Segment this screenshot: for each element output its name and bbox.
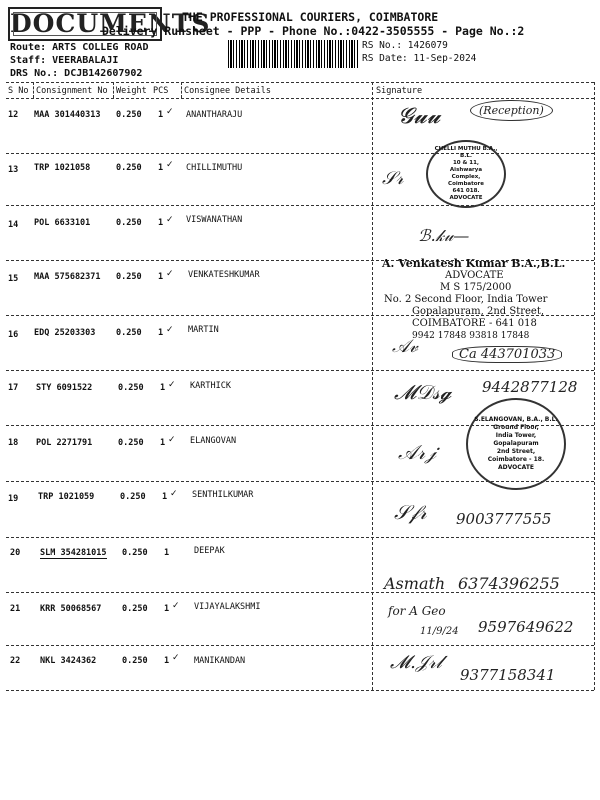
row-pcs: 1 <box>164 604 170 614</box>
row-separator <box>6 645 594 646</box>
row-consignment: POL 2271791 <box>36 438 93 448</box>
advocate-name: A. Venkatesh Kumar B.A.,B.L. <box>382 257 566 270</box>
row-consignee: VIJAYALAKSHMI <box>194 602 261 612</box>
header-bottom-line <box>6 98 594 99</box>
row-pcs: 1 <box>158 110 164 120</box>
drs-number: DRS No.: DCJB142607902 <box>10 68 143 79</box>
company-title: THE PROFESSIONAL COURIERS, COIMBATORE <box>182 10 439 24</box>
signature-scribble: 𝒮𝓇 <box>382 168 404 189</box>
handwritten-phone: 9003777555 <box>456 510 552 528</box>
col-header-sno: S No <box>8 86 29 96</box>
check-mark-icon: ✓ <box>166 160 174 170</box>
row-consignment: EDQ 25203303 <box>34 328 96 338</box>
row-pcs: 1 <box>158 272 164 282</box>
row-consignee: VISWANATHAN <box>186 215 243 225</box>
advocate-reg: M S 175/2000 <box>440 282 512 293</box>
row-sno: 12 <box>8 110 19 120</box>
row-pcs: 1 <box>158 218 164 228</box>
col-header-consignee: Consignee Details <box>184 86 271 96</box>
row-consignee: CHILLIMUTHU <box>186 163 243 173</box>
staff-label: Staff: VEERABALAJI <box>10 55 119 66</box>
row-separator <box>6 153 594 154</box>
signature-scribble: 𝓜.𝒥𝓇𝓁 <box>390 652 442 673</box>
advocate-seal: S.ELANGOVAN, B.A., B.L. Ground Floor, India Tower, Gopalapuram 2nd Street, Coimbatore - 18. ADVOCATE <box>466 398 566 490</box>
right-border <box>594 82 595 690</box>
row-sno: 21 <box>10 604 21 614</box>
row-consignment: POL 6633101 <box>34 218 91 228</box>
row-sno: 18 <box>8 438 19 448</box>
signature-scribble: 𝒮𝒻𝓇 <box>394 500 427 524</box>
handwritten-signature: Asmath <box>384 574 446 593</box>
signature-scribble: 𝓖𝓾𝓾 <box>398 104 441 129</box>
handwritten-signature: for A Geo <box>388 604 446 618</box>
check-mark-icon: ✓ <box>170 489 178 499</box>
row-pcs: 1 <box>164 548 170 558</box>
row-sno: 20 <box>10 548 21 558</box>
row-consignment: NKL 3424362 <box>40 656 97 666</box>
row-consignment: MAA 301440313 <box>34 110 101 120</box>
row-weight: 0.250 <box>118 383 144 393</box>
row-weight: 0.250 <box>122 548 148 558</box>
row-pcs: 1 <box>160 438 166 448</box>
reception-note: (Reception) <box>470 100 553 121</box>
check-mark-icon: ✓ <box>166 325 174 335</box>
header-top-line <box>6 82 594 83</box>
documents-logo: DOCUMENTS <box>8 7 162 41</box>
row-sno: 16 <box>8 330 19 340</box>
row-pcs: 1 <box>162 492 168 502</box>
advocate-address: No. 2 Second Floor, India Tower <box>384 294 548 305</box>
rs-number: RS No.: 1426079 <box>362 40 448 51</box>
handwritten-note: Ca 443701033 <box>452 346 562 363</box>
signature-scribble: 𝓜𝒟𝓈𝓰 <box>394 380 452 404</box>
row-consignee: SENTHILKUMAR <box>192 490 254 500</box>
row-consignee: KARTHICK <box>190 381 231 391</box>
handwritten-phone: 9377158341 <box>460 666 556 684</box>
advocate-seal: CHELLI MUTHU B.A., B.L. 10 & 11, Aishwarya Complex, Coimbatore 641 018. ADVOCATE <box>426 140 506 208</box>
row-consignment: STY 6091522 <box>36 383 93 393</box>
check-mark-icon: ✓ <box>166 269 174 279</box>
row-weight: 0.250 <box>116 272 142 282</box>
row-pcs: 1 <box>158 163 164 173</box>
check-mark-icon: ✓ <box>168 380 176 390</box>
advocate-role: ADVOCATE <box>445 270 504 281</box>
row-sno: 13 <box>8 165 19 175</box>
advocate-city: COIMBATORE - 641 018 <box>412 318 537 329</box>
row-consignment: KRR 50068567 <box>40 604 102 614</box>
row-consignee: VENKATESHKUMAR <box>188 270 260 280</box>
check-mark-icon: ✓ <box>172 653 180 663</box>
row-sno: 19 <box>8 494 19 504</box>
row-consignment: SLM 354281015 <box>40 548 107 558</box>
row-consignee: DEEPAK <box>194 546 225 556</box>
row-separator <box>6 370 594 371</box>
barcode <box>228 40 358 68</box>
row-sno: 22 <box>10 656 21 666</box>
col-divider <box>33 82 34 98</box>
advocate-phones: 9942 17848 93818 17848 <box>412 331 530 341</box>
check-mark-icon: ✓ <box>172 601 180 611</box>
col-header-weight: Weight <box>116 86 147 96</box>
runsheet-subtitle: Delivery Runsheet - PPP - Phone No.:0422-3505555 - Page No.:2 <box>102 24 525 38</box>
row-consignment: TRP 1021058 <box>34 163 91 173</box>
route-label: Route: ARTS COLLEG ROAD <box>10 42 149 53</box>
col-divider <box>113 82 114 98</box>
signature-scribble: 𝒜𝓇𝒿 <box>398 440 437 464</box>
col-header-pcs: PCS <box>153 86 169 96</box>
signature-scribble: ℬ.𝓀𝓊— <box>418 226 470 245</box>
row-pcs: 1 <box>164 656 170 666</box>
check-mark-icon: ✓ <box>166 215 174 225</box>
col-divider <box>181 82 182 98</box>
signature-divider <box>372 82 373 690</box>
row-consignee: ANANTHARAJU <box>186 110 243 120</box>
row-sno: 14 <box>8 220 19 230</box>
row-weight: 0.250 <box>120 492 146 502</box>
row-weight: 0.250 <box>122 656 148 666</box>
handwritten-phone: 9597649622 <box>478 618 574 636</box>
row-weight: 0.250 <box>116 218 142 228</box>
check-mark-icon: ✓ <box>168 435 176 445</box>
rs-date: RS Date: 11-Sep-2024 <box>362 53 477 64</box>
row-weight: 0.250 <box>116 163 142 173</box>
row-pcs: 1 <box>160 383 166 393</box>
row-consignee: MANIKANDAN <box>194 656 246 666</box>
col-header-signature: Signature <box>376 86 423 96</box>
advocate-address: Gopalapuram, 2nd Street, <box>412 306 545 317</box>
row-weight: 0.250 <box>118 438 144 448</box>
row-weight: 0.250 <box>116 328 142 338</box>
row-separator <box>6 690 594 691</box>
handwritten-phone: 6374396255 <box>458 574 560 593</box>
row-weight: 0.250 <box>122 604 148 614</box>
signature-scribble: 𝒜𝓋 <box>392 336 418 357</box>
col-header-consignment: Consignment No <box>36 86 108 96</box>
row-pcs: 1 <box>158 328 164 338</box>
row-sno: 17 <box>8 383 19 393</box>
row-consignee: MARTIN <box>188 325 219 335</box>
row-separator <box>6 205 594 206</box>
handwritten-phone: 9442877128 <box>482 378 578 396</box>
row-separator <box>6 537 594 538</box>
row-consignee: ELANGOVAN <box>190 436 237 446</box>
check-mark-icon: ✓ <box>166 107 174 117</box>
row-weight: 0.250 <box>116 110 142 120</box>
row-consignment: MAA 575682371 <box>34 272 101 282</box>
row-sno: 15 <box>8 274 19 284</box>
handwritten-date: 11/9/24 <box>420 626 459 637</box>
row-consignment: TRP 1021059 <box>38 492 95 502</box>
